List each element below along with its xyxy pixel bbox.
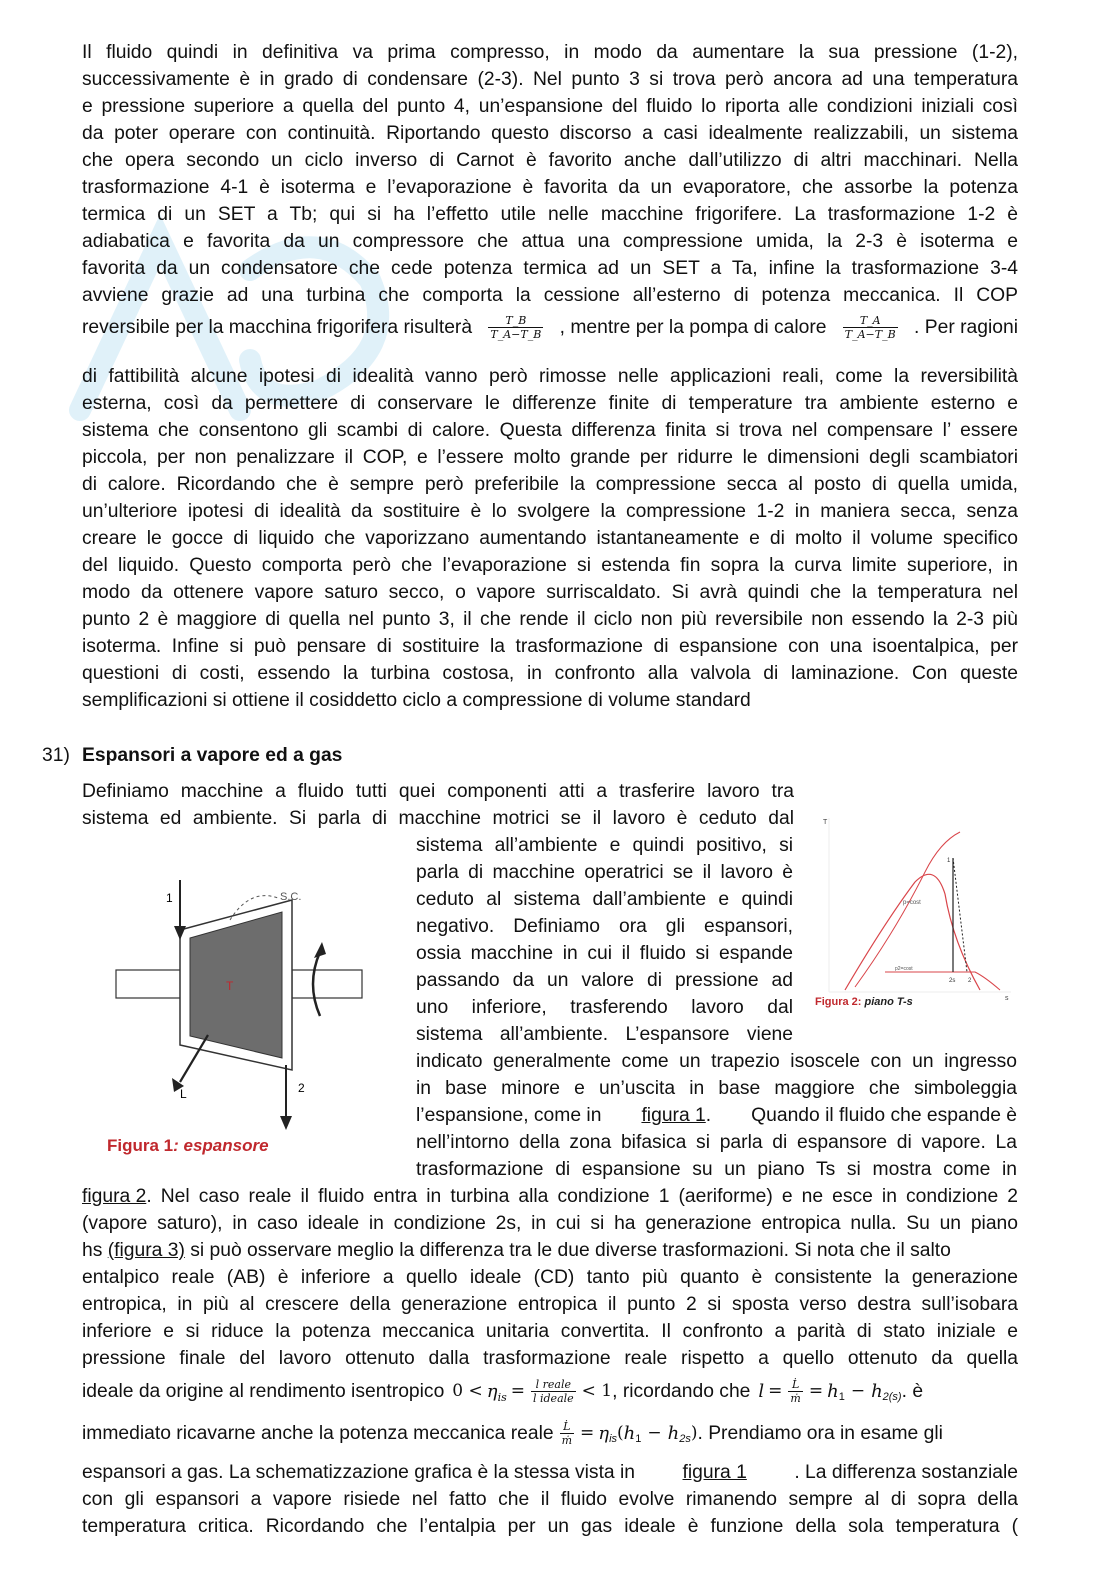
text-line: [82, 1459, 1018, 1486]
point-2-label: 2: [968, 978, 972, 984]
text-line: del liquido. Questo comporta però che l’evaporazione si estenda fin sopra la curva limite superiore, in: [82, 555, 1018, 576]
text-line: e pressione superiore a quella del punto 4, un’espansione del fluido lo riporta alle condizioni iniziali così: [82, 96, 1018, 117]
text-line: di calore. Ricordando che è sempre però preferibile la compressione secca al posto di quella umida,: [82, 474, 1018, 495]
caption-text: piano T-s: [861, 996, 913, 1008]
work-fraction: $\frac{L̇}{\text{ṁ}}$: [790, 1378, 801, 1405]
mechanical-power-line: immediato ricavarne anche la potenza meccanica reale $\frac{L̇}{\text{ṁ}}$ = η is ( h 1 − h 2s ) . Prendiamo ora in esame gli: [82, 1420, 943, 1447]
text-line: trasformazione 4-1 è isoterma e l’evaporazione è favorita da un evaporatore, che assorbe la potenza: [82, 177, 1018, 198]
figure-1-link[interactable]: figura 1.: [641, 1105, 712, 1126]
text-line: sistema ed ambiente. Si parla di macchine motrici se il lavoro è ceduto dal: [82, 808, 794, 829]
text-line: creare le gocce di liquido che vaporizzano aumentando istantaneamente e di molto il volume specifico: [82, 528, 1018, 549]
caption-label: Figura 2:: [815, 996, 862, 1008]
text-line: modo da ottenere vapore saturo secco, o vapore surriscaldato. Si avrà quindi che la temperatura nel: [82, 582, 1018, 603]
text-line: sistema all’ambiente e quindi positivo, si: [416, 835, 793, 856]
text-line: adiabatica e favorita da un compressore che attua una compressione umida, la 2-3 è isoterma e: [82, 231, 1018, 252]
text-line: trasformazione di espansione su un piano Ts si mostra come in: [416, 1159, 1017, 1180]
text-line: Definiamo macchine a fluido tutti quei componenti atti a trasferire lavoro tra: [82, 781, 794, 802]
cop-text: . Per ragioni: [914, 317, 1018, 338]
text-line: temperatura critica. Ricordando che l’entalpia per un gas ideale è funzione della sola temperatura (: [82, 1516, 1018, 1537]
text-line: sistema all’ambiente. L’espansore viene: [416, 1024, 793, 1045]
isentropic-efficiency-line: ideale da origine al rendimento isentropico 0 < η is = $\frac{\text{l reale}}{\text{l ideale}}$ < 1 , ricordando che l = $\frac{L̇}{\text{ṁ}}$ = h 1 − h 2(s) . è: [82, 1378, 924, 1405]
text-line: che opera secondo un ciclo inverso di Carnot è favorito anche dall’utilizzo di altri macchinari. Nella: [82, 150, 1018, 171]
ts-diagram: [815, 812, 1015, 1002]
text-line: indicato generalmente come un trapezio isoscele con un ingresso: [416, 1051, 1017, 1072]
text-fragment: espansori a gas. La schematizzazione grafica è la stessa vista in: [82, 1462, 636, 1483]
text-line: questioni di costi, essendo la turbina costosa, in confronto alla valvola di laminazione. Con queste: [82, 663, 1018, 684]
label-out: 2: [298, 1081, 305, 1095]
text-line: pressione finale del lavoro ottenuto dalla trasformazione reale rispetto a quello ottenuto da quella: [82, 1348, 1018, 1369]
text-line: isoterma. Infine si può pensare di sostituire la trasformazione di espansione con una isoentalpica, per: [82, 636, 1018, 657]
text-line: termica di un SET a Tb; qui si ha l’effetto utile nelle macchine frigorifere. La trasformazione 1-2 è: [82, 204, 1018, 225]
section-title: Espansori a vapore ed a gas: [82, 745, 343, 766]
expander-body: [190, 912, 282, 1058]
text-fragment: . Nel caso reale il fluido entra in turbina alla condizione 1 (aeriforme) e ne esce in condizione 2: [146, 1186, 1018, 1207]
outlet-shaft: [292, 970, 362, 998]
text-line: sistema che consentono gli scambi di calore. Questa differenza finita si trova nel compensare l’ essere: [82, 420, 1018, 441]
point-1-label: 1: [947, 858, 951, 864]
text-fragment: l’espansione, come in: [416, 1105, 602, 1126]
text-line: (vapore saturo), in caso ideale in condizione 2s, in cui si ha generazione entropica nulla. Su un piano: [82, 1213, 1018, 1234]
text-line: un’ulteriore ipotesi di idealità da sostituire è lo svolgere la compressione 1-2 in maniera secca, senza: [82, 501, 1018, 522]
caption-label: Figura 1: [107, 1136, 174, 1155]
efficiency-fraction: $\frac{\text{l reale}}{\text{l ideale}}$: [532, 1378, 574, 1405]
text-fragment: hs: [82, 1240, 103, 1261]
rotation-arrowhead: [314, 942, 326, 958]
text-fragment: si può osservare meglio la differenza tra le due diverse trasformazioni. Si nota che il salto: [190, 1240, 951, 1261]
figure-1-caption: [107, 1136, 269, 1156]
text-line: punto 2 è maggiore di quella nel punto 3, il che rende il ciclo non più reversibile non essendo la 2-3 più: [82, 609, 1018, 630]
text-line: negativo. Definiamo ora gli espansori,: [416, 916, 793, 937]
section-number: 31): [42, 745, 70, 766]
figure-2-link[interactable]: figura 2: [82, 1186, 147, 1207]
text-fragment: ideale da origine al rendimento isentropico: [82, 1381, 445, 1402]
text-line: passando da un valore di pressione ad: [416, 970, 793, 991]
text-line: entropica, in più al crescere della generazione entropica il punto 2 si sposta verso destra sull’isobara: [82, 1294, 1018, 1315]
text-line: esterna, così da permettere di conservare le differenze finite di temperature tra ambiente esterno e: [82, 393, 1018, 414]
text-line: piccola, per non penalizzare il COP, e l’essere molto grande per ridurre le dimensioni degli scambiatori: [82, 447, 1018, 468]
point-2s-label: 2s: [949, 978, 956, 984]
cop-text: reversibile per la macchina frigorifera risulterà: [82, 317, 473, 338]
ts-axis-s-label: s: [1005, 995, 1009, 1002]
text-line: di fattibilità alcune ipotesi di idealità vanno però rimosse nelle applicazioni reali, come la reversibilità: [82, 366, 1018, 387]
text-line: [82, 1237, 951, 1264]
power-fraction: $\frac{L̇}{\text{ṁ}}$: [561, 1420, 573, 1447]
text-fragment: , ricordando che: [612, 1381, 751, 1402]
text-line: [416, 1102, 1017, 1129]
text-line: semplificazioni si ottiene il cosiddetto ciclo a compressione di volume standard: [82, 690, 751, 711]
text-line: con gli espansori a vapore risiede nel fatto che il fluido evolve rimanendo sempre al di sopra della: [82, 1489, 1018, 1510]
figure-3-link[interactable]: (figura 3): [107, 1240, 185, 1261]
label-sc: S.C.: [280, 891, 302, 903]
figure-1-link[interactable]: figura 1: [682, 1462, 747, 1483]
cop-text: , mentre per la pompa di calore: [559, 317, 827, 338]
text-line: uno inferiore, trasferendo lavoro dal: [416, 997, 793, 1018]
text-line: favorita da un condensatore che cede potenza termica ad un SET a Ta, infine la trasformazione 3-4: [82, 258, 1018, 279]
text-line: Il fluido quindi in definitiva va prima compresso, in modo da aumentare la sua pressione (1-2),: [82, 42, 1018, 63]
text-line: nell’intorno della zona bifasica si parla di espansore di vapore. La: [416, 1132, 1017, 1153]
text-line: in base minore e un’uscita in base maggiore che simboleggia: [416, 1078, 1017, 1099]
label-in: 1: [166, 891, 173, 905]
ts-background: [815, 812, 1015, 1002]
ts-axis-t-label: T: [823, 819, 828, 826]
text-line: entalpico reale (AB) è inferiore a quello ideale (CD) tanto più quanto è consistente la generazione: [82, 1267, 1018, 1288]
inlet-shaft: [116, 970, 186, 998]
figure-2-caption: [815, 996, 913, 1008]
text-line: parla di macchine operatrici se il lavoro è: [416, 862, 793, 883]
cop-line: [82, 314, 1018, 341]
text-line: successivamente è in grado di condensare (2-3). Nel punto 3 si trova però ancora ad una temperatura: [82, 69, 1018, 90]
label-t: T: [226, 979, 234, 993]
cop-pump-fraction: $\frac{T\_A}{T\_A-T\_B}$: [844, 314, 896, 341]
isobar-high-label: p=cost: [903, 900, 921, 906]
cop-frigo-fraction: $\frac{T\_B}{T\_A-T\_B}$: [490, 314, 542, 341]
text-line: da poter operare con continuità. Riportando questo discorso a casi idealmente realizzabili, un sistema: [82, 123, 1018, 144]
text-fragment: . La differenza sostanziale: [794, 1462, 1018, 1483]
isobar-low-label: p2=cost: [895, 966, 913, 972]
text-line: ossia macchine in cui il fluido si espande: [416, 943, 793, 964]
text-line: ceduto al sistema dall’ambiente e quindi: [416, 889, 793, 910]
text-line: [82, 1183, 1018, 1210]
caption-text: : espansore: [173, 1136, 269, 1155]
text-line: inferiore e si riduce la potenza meccanica unitaria convertita. Il confronto a parità di stato iniziale e: [82, 1321, 1018, 1342]
text-fragment: . è: [901, 1381, 924, 1402]
text-line: avviene grazie ad una turbina che comporta la cessione all’esterno di potenza meccanica. Il COP: [82, 285, 1018, 306]
text-fragment: immediato ricavarne anche la potenza meccanica reale: [82, 1423, 554, 1444]
text-fragment: Quando il fluido che espande è: [751, 1105, 1017, 1126]
outlet-arrowhead: [280, 1116, 292, 1130]
expander-diagram: [110, 860, 370, 1140]
text-fragment: . Prendiamo ora in esame gli: [697, 1423, 943, 1444]
label-l: L: [180, 1087, 187, 1101]
